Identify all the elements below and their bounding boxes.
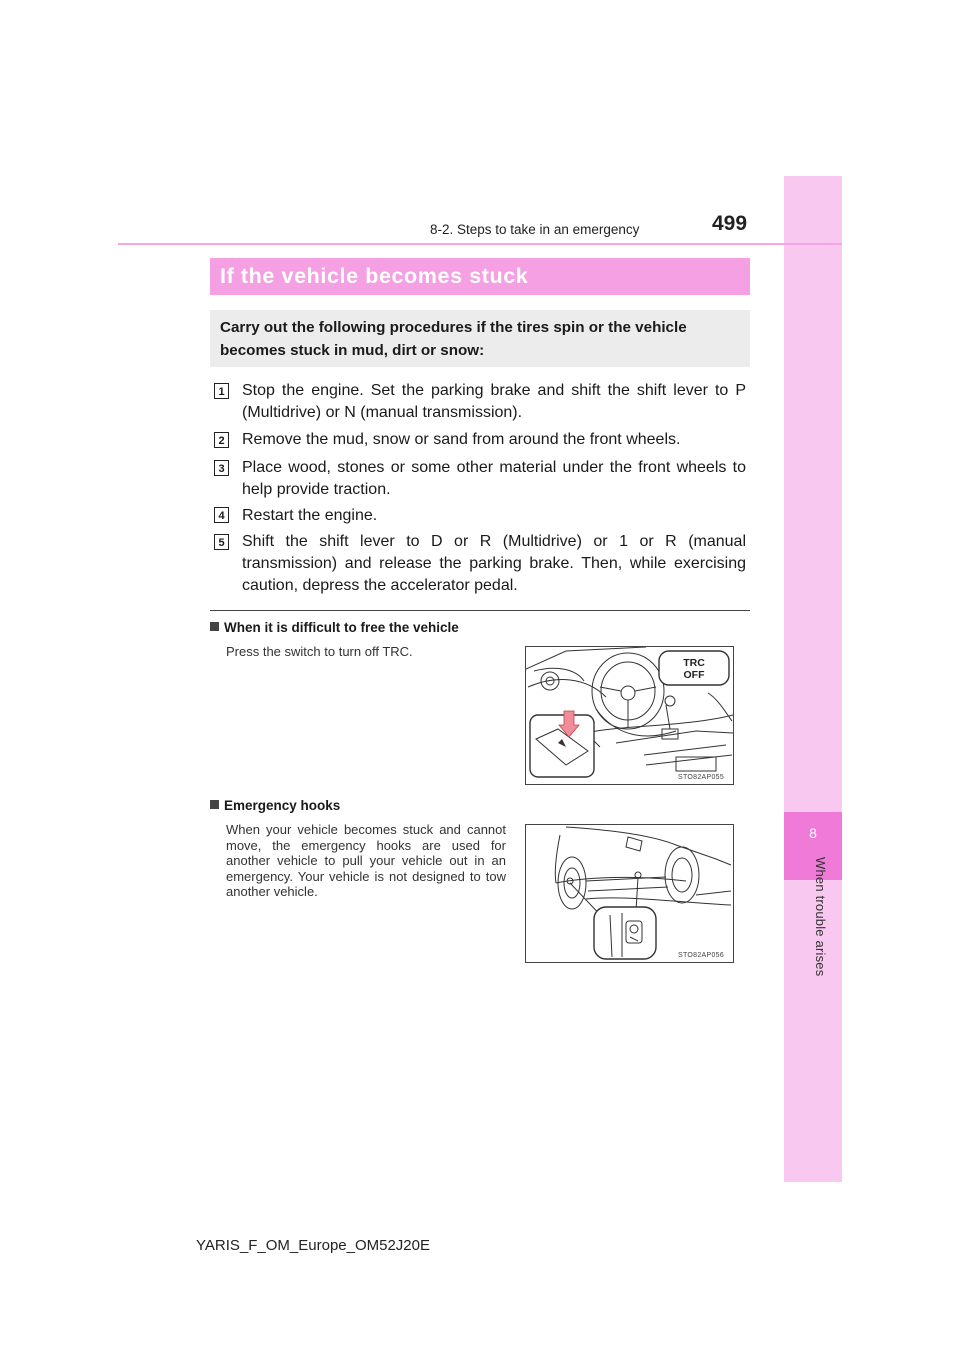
step-text: Remove the mud, snow or sand from around the front wheels. <box>242 431 681 448</box>
page-number: 499 <box>712 212 748 235</box>
step-text: Shift the shift lever to D or R (Multidrive) or 1 or R (manual transmission) and release the parking brake. Then, while exercising caution, depress the accelerator pedal. <box>242 533 746 594</box>
chapter-side-tab <box>784 176 842 1182</box>
title-band <box>210 258 750 295</box>
header-divider <box>118 243 842 245</box>
hook-closeup-frame <box>594 907 656 959</box>
emergency-hooks-illustration <box>525 824 734 963</box>
figure-code: STO82AP056 <box>678 952 725 959</box>
step-badge: 2 <box>214 432 229 448</box>
dashboard-drawing <box>526 647 733 784</box>
vehicle-underside-drawing <box>526 825 733 962</box>
sub-heading-difficult-to-free <box>210 620 459 635</box>
emergency-hooks-note: When your vehicle becomes stuck and cannot move, the emergency hooks are used for another vehicle to pull your vehicle out in an emergency. Your vehicle is not designed to tow another vehicle. <box>226 822 506 900</box>
section-label: 8-2. Steps to take in an emergency <box>430 222 640 237</box>
step-badge: 1 <box>214 383 229 399</box>
chapter-number: 8 <box>809 825 817 841</box>
intro-box <box>210 310 750 367</box>
chapter-title: When trouble arises <box>813 857 828 977</box>
step-badge: 3 <box>214 460 229 476</box>
step-text: Stop the engine. Set the parking brake and shift the shift lever to P (Multidrive) or N (manual transmission). <box>242 382 746 421</box>
page-title: If the vehicle becomes stuck <box>220 264 529 288</box>
section-divider <box>210 610 750 611</box>
sub-heading-text: When it is difficult to free the vehicle <box>224 620 459 635</box>
figure-code: STO82AP055 <box>678 774 725 781</box>
callout-label-trc: TRC <box>683 657 705 669</box>
bullet-square-icon <box>210 800 219 809</box>
trc-off-illustration <box>525 646 734 785</box>
step-badge: 4 <box>214 507 229 523</box>
step-text: Restart the engine. <box>242 507 378 524</box>
bullet-square-icon <box>210 622 219 631</box>
sub-heading-text: Emergency hooks <box>224 798 341 813</box>
step-badge: 5 <box>214 534 229 550</box>
step-text: Place wood, stones or some other material under the front wheels to help provide traction. <box>242 459 746 498</box>
callout-label-off: OFF <box>683 669 705 681</box>
intro-text: Carry out the following procedures if the tires spin or the vehicle becomes stuck in mud, dirt or snow: <box>220 319 687 359</box>
sub-heading-emergency-hooks <box>210 798 340 813</box>
document-footer: YARIS_F_OM_Europe_OM52J20E <box>196 1237 431 1254</box>
trc-note: Press the switch to turn off TRC. <box>226 644 413 659</box>
